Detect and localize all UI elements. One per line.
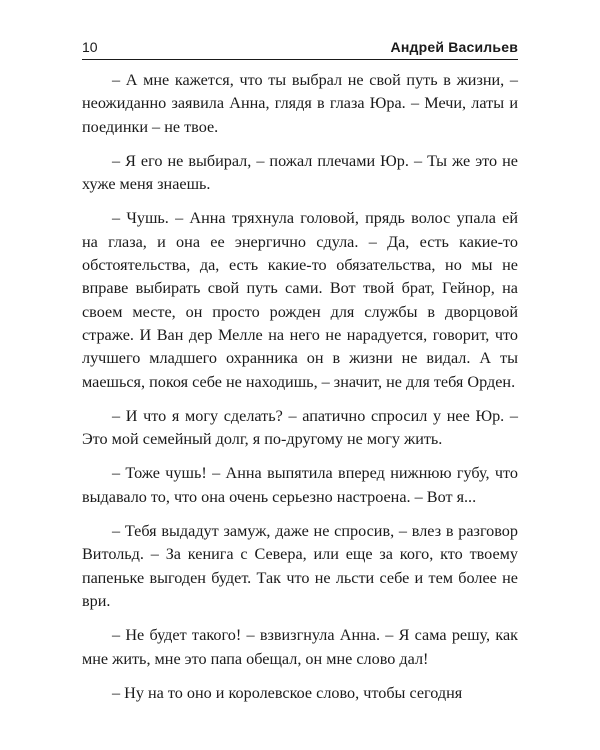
book-page bbox=[82, 38, 518, 716]
paragraph: – Тоже чушь! – Анна выпятила вперед нижнюю губу, что выдавало то, что она очень серьезно настроена. – Вот я... bbox=[82, 464, 518, 506]
paragraph: – Ну на то оно и королевское слово, чтобы сегодня bbox=[112, 683, 463, 702]
paragraph: – Я его не выбирал, – пожал плечами Юр. – Ты же это не хуже меня знаешь. bbox=[82, 151, 518, 194]
page-number: 10 bbox=[82, 39, 98, 55]
paragraph: – И что я могу сделать? – апатично спросил у нее Юр. – Это мой семейный долг, я по-другому не могу жить. bbox=[82, 406, 518, 449]
paragraph: – Не будет такого! – взвизгнула Анна. – Я сама решу, как мне жить, мне это папа обещал, он мне слово дал! bbox=[82, 626, 518, 668]
body-text bbox=[82, 69, 518, 705]
paragraph: – Чушь. – Анна тряхнула головой, прядь волос упала ей на глаза, и она ее энергично сдула. – Да, есть какие-то обстоятельства, да, есть какие-то обязательства, но мы не вправе выбирать свой путь сами. Вот твой брат, Гейнор, на своем месте, он просто рожден для службы в дворцовой страже. И Ван дер Мелле на него не нарадуется, говорит, что лучшего младшего охранника он в жизни не видал. А ты маешься, покоя себе не находишь, – значит, не для тебя Орден. bbox=[82, 209, 518, 391]
paragraph: – Тебя выдадут замуж, даже не спросив, – влез в разговор Витольд. – За кенига с Севера, или еще за кого, кто твоему папеньке выгоден будет. Так что не льсти себе и тем более не ври. bbox=[82, 522, 518, 610]
running-title: Андрей Васильев bbox=[390, 39, 518, 55]
paragraph: – А мне кажется, что ты выбрал не свой путь в жизни, – неожиданно заявила Анна, глядя в глаза Юра. – Мечи, латы и поединки – не твое. bbox=[82, 71, 518, 136]
page-header bbox=[82, 38, 518, 60]
